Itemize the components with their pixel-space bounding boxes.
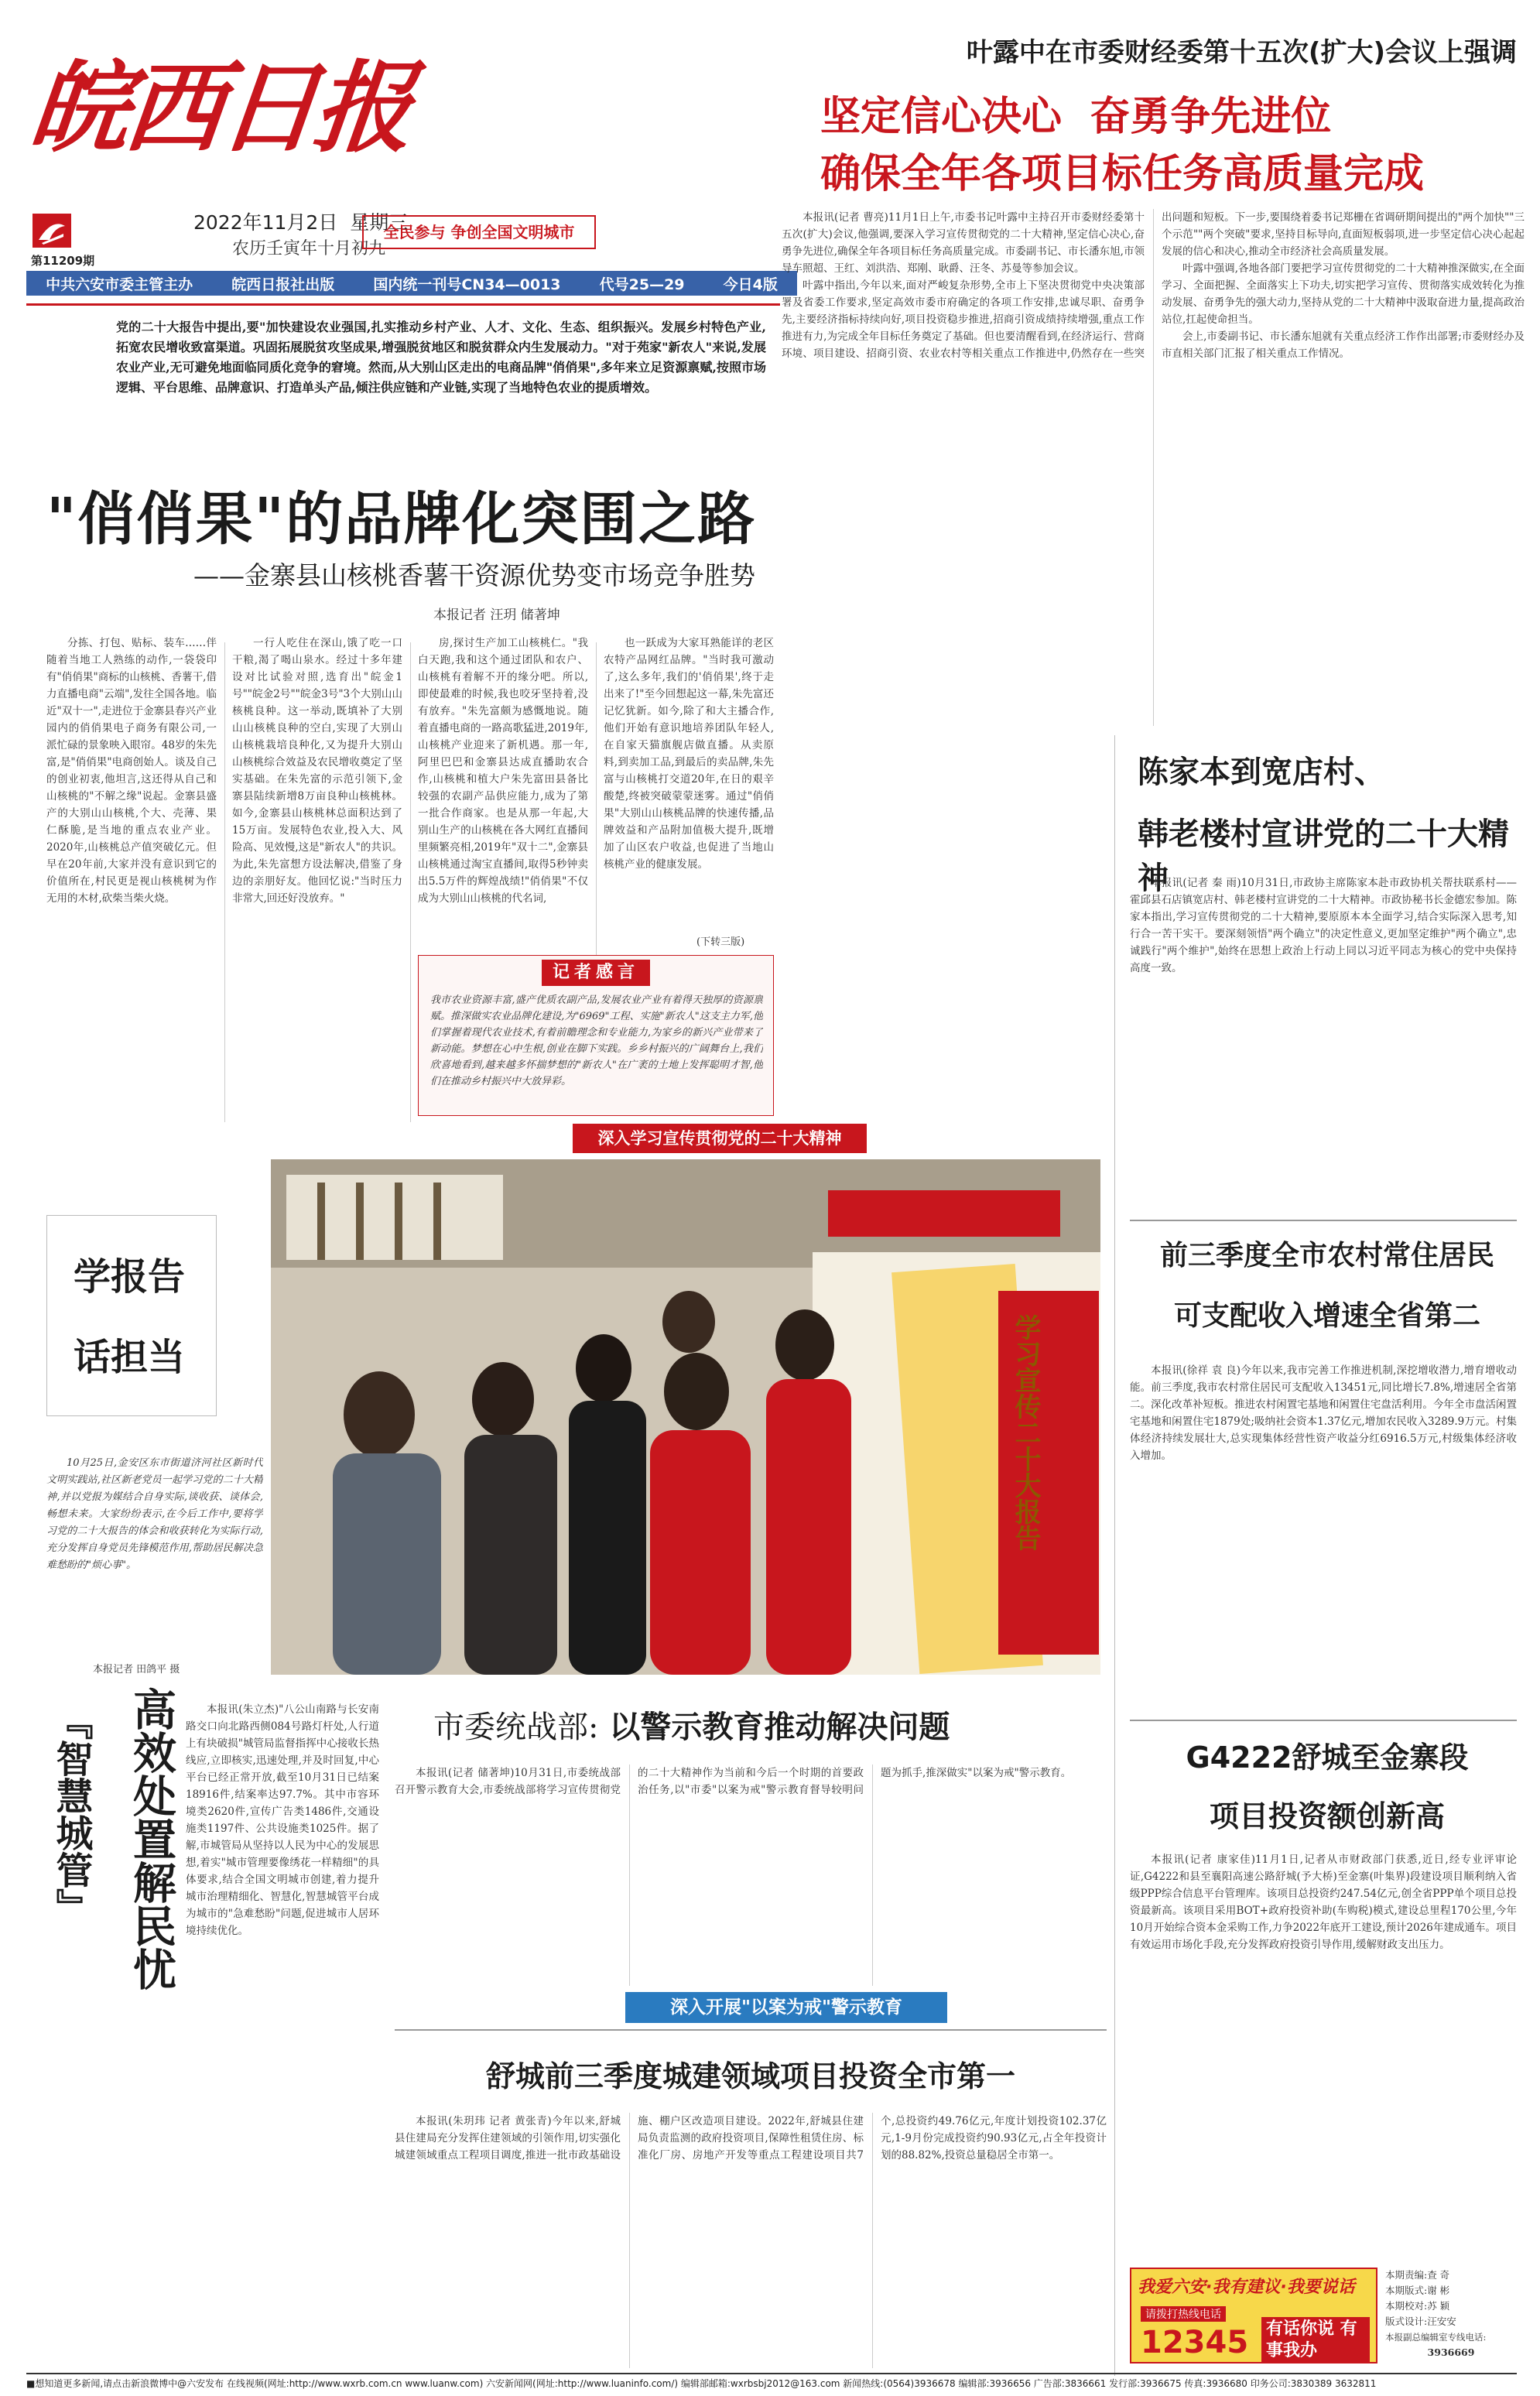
lead-col-4-text: 也一跃成为大家耳熟能详的老区农特产品网红品牌。"当时我可激动了,这么多年,我们的'俏俏果',终于走出来了!"至今回想起这一幕,朱先富还记忆犹新。如今,除了和大主播合作,他们开始有意识地培养团队年轻人,在自家天猫旗舰店做直播。从卖原料,到卖加工品,到最后的卖品牌,朱先富与山核桃打交道20年,在日的艰辛酸楚,终被突破蒙蒙迷雾。通过"俏俏果"大别山山核桃品牌的快速传播,品牌效益和产品附加值极大提升,既增加了山区农户收益,也促进了当地山核桃产业的健康发展。	[604, 637, 774, 871]
reporter-box-text: 我市农业资源丰富,盛产优质农副产品,发展农业产业有着得天独厚的资源禀赋。推深做实农业品牌化建设,为"6969"工程、实施"新农人"这支主力军,他们掌握着现代农业技术,有着前瞻理念和专业能力,为家乡的新兴产业带来了新动能。梦想在心中生根,创业在脚下实践。乡乡村振兴的广阔舞台上,我们欣喜地看到,越来越多怀揣梦想的"新农人"在广袤的土地上发挥聪明才智,他们在推动乡村振兴中大放异彩。	[430, 994, 763, 1087]
lead-intro: 党的二十大报告中提出,要"加快建设农业强国,扎实推动乡村产业、人才、文化、生态、组织振兴。发展乡村特色产业,拓宽农民增收致富渠道。巩固拓展脱贫攻坚成果,增强脱贫地区和脱贫群众内生发展动力。"对于苑家"新农人"来说,发展农业产业,无可避免地面临同质化竞争的窘境。然而,从大别山区走出的电商品牌"俏俏果",多年来立足资源禀赋,按照市场逻辑、平台思维、品牌意识、打造单头产品,倾注供应链和产业链,实现了当地特色农业的提质增效。	[116, 320, 766, 395]
shucheng-title: 舒城前三季度城建领域项目投资全市第一	[485, 2059, 1015, 2093]
feature-title-1: 学报告	[74, 1255, 186, 1299]
photo-board-text: 学习宣传二十大报告	[1010, 1314, 1041, 1551]
editor-info	[1385, 2268, 1517, 2363]
footer-info: ■想知道更多新闻,请点击新浪微博中@六安发布 在线视频(网址:http://www.wxrb.com.cn www.luanw.com) 六安新闻网(网址:http://www.luaninfo.com/) 编辑部邮箱:wxrbsbj2012@163.com 新闻热线:(0564)3936678 编辑部:3936656 广告部:3836661 发行部:3936675 传真:3936680 印务公司:3830389 3632811	[26, 2378, 1377, 2389]
g4222-text: 本报讯(记者 康家佳)11月1日,记者从市财政部门获悉,近日,经专业评审论证,G4222和县至襄阳高速公路舒城(予大桥)至金寨(叶集界)段建设项目顺利纳入省级PPP综合信息平台管理库。该项目总投资约247.54亿元,创全省PPP单个项目总投资最新高。该项目采用BOT+政府投资补助(车购税)模式,建设总里程170公里,今年10月开始综合资本金采购工作,力争2022年底开工建设,预计2026年建成通车。项目有效运用市场化手段,充分发挥政府投资引导作用,缓解财政支出压力。	[1130, 1853, 1517, 1951]
lead-col-2-text: 一行人吃住在深山,饿了吃一口干粮,渴了喝山泉水。经过十多年建设对比试验对照,选育出"皖金1号""皖金2号""皖金3号"3个大别山山核桃良种。这一举动,既填补了大别山山核桃良种的空白,实现了大别山山核桃栽培良种化,又为提升大别山山核桃综合效益及农民增收奠定了坚实基础。在朱先富的示范引领下,金寨县陆续新增8万亩良种山核桃林。如今,金寨县山核桃林总面积达到了15万亩。发展特色农业,投入大、风险高、见效慢,这是"新农人"的共识。为此,朱先富想方设法解决,借鉴了身边的亲朋好友。他回忆说:"当时压力非常大,回还好没放弃。"	[232, 637, 402, 905]
congress-banner: 深入学习宣传贯彻党的二十大精神	[573, 1124, 867, 1153]
info-publisher: 皖西日报社出版	[231, 276, 335, 293]
chen-title-2: 韩老楼村宣讲党的二十大精神	[1138, 816, 1509, 896]
top-para-2: 叶露中指出,今年以来,面对严峻复杂形势,全市上下坚决贯彻党中央决策部署及省委工作要求,坚定高效市委市府确定的各项工作安排,忠诚尽职、奋勇争先,主要经济指标持续向好,项目投资稳步推进,招商引资成绩持续增强,重点工作推进有力,为完成全年目标任务奠定了基础。但也要清醒看到,在经济运行、营商环境、项目建设、招商引资、农业农村等相关重点工作推进中,仍然存在一些突出问题和短板。下一步,要围绕着委书记郑栅在省调研期间提出的"两个加快""三个示范""两个突破"要求,坚持目标导向,直面短板弱项,进一步坚定信心决心起起发展的信心和决心,推动全市经济社会高质量发展。	[782, 211, 1525, 360]
hotline-ad-title: 我爱六安·我有建议·我要说话	[1138, 2278, 1355, 2297]
smart-city-side-label: 『智慧城管』	[50, 1703, 93, 1925]
feature-title-box	[46, 1215, 217, 1416]
g4222-body	[1130, 1851, 1517, 2254]
united-front-main: 以警示教育推动解决问题	[609, 1709, 950, 1745]
feature-title-2: 话担当	[74, 1336, 186, 1379]
info-cn: 国内统一刊号CN34—0013	[373, 276, 561, 293]
continued-note: (下转三版)	[696, 936, 745, 948]
lunar-date: 农历壬寅年十月初九	[232, 239, 386, 258]
lead-col-1	[46, 635, 217, 1130]
info-bar	[26, 271, 797, 296]
income-title-1: 前三季度全市农村常住居民	[1159, 1240, 1494, 1272]
lead-col-2	[232, 635, 402, 1130]
reporter-box-title: 记者感言	[542, 960, 650, 986]
hotline-label: 请拨打热线电话	[1141, 2306, 1226, 2322]
smart-city-title: 高效处置解民忧	[126, 1687, 176, 1990]
lead-col-4	[604, 635, 774, 929]
lead-col-3	[418, 635, 588, 1006]
united-front-title	[433, 1703, 1130, 1747]
chen-body	[1130, 875, 1517, 1176]
phone-label: 本报副总编辑室专线电话:	[1385, 2332, 1487, 2343]
date: 2022年11月2日	[193, 211, 338, 234]
united-front-banner: 深入开展"以案为戒"警示教育	[625, 1992, 947, 2023]
united-front-prefix: 市委统战部:	[433, 1710, 599, 1745]
hotline-ad[interactable]	[1130, 2268, 1377, 2363]
news-photo	[271, 1159, 1100, 1675]
slogan-text: 全民参与 争创全国文明城市	[383, 223, 575, 241]
top-para-3: 叶露中强调,各地各部门要把学习宣传贯彻党的二十大精神推深做实,在全面学习、全面把握、全面落实上下功夫,切实把学习宣传、贯彻落实成效转化为推动发展、奋勇争先的强大动力,坚持从党的二十大精神中汲取奋进力量,提高政治站位,扛起使命担当。	[1162, 262, 1525, 326]
top-title-1: 坚定信心决心 奋勇争先进位	[820, 94, 1332, 140]
photo-caption: 10月25日,金安区东市街道济河社区新时代文明实践站,社区新老党员一起学习党的二十大精神,并以党报为媒结合自身实际,谈收获、谈体会,畅想未来。大家纷纷表示,在今后工作中,要将学习党的二十大报告的体会和收获转化为实际行动,充分发挥自身党员先锋模范作用,帮助居民解决急难愁盼的"烦心事"。	[46, 1457, 263, 1571]
income-text: 本报讯(徐祥 袁 良)今年以来,我市完善工作推进机制,深挖增收潜力,增育增收动能。前三季度,我市农村常住居民可支配收入13451元,同比增长7.8%,增速居全省第二。深化改革补短板。推进农村闲置宅基地和闲置住宅盘活利用。今年全市盘活闲置宅基地和闲置住宅1879处;吸纳社会资本1.37亿元,增加农民收入3289.9万元。村集体经济持续发展壮大,总实现集体经营性资产收益分红6916.5万元,村级集体经济收入增加。	[1130, 1364, 1517, 1462]
shucheng-body	[395, 2113, 1107, 2368]
hotline-slogan: 有话你说 有事我办	[1261, 2317, 1370, 2363]
editor-line-1: 本期责编:查 奇	[1385, 2269, 1450, 2281]
united-front-text: 本报讯(记者 储著坤)10月31日,市委统战部召开警示教育大会,市委统战部将学习宣传贯彻党的二十大精神作为当前和今后一个时期的首要政治任务,以"市委"以案为戒"警示教育督导较明问题为抓手,推深做实"以案为戒"警示教育。	[395, 1767, 1072, 1796]
top-para-1: 本报讯(记者 曹亮)11月1日上午,市委书记叶露中主持召开市委财经委第十五次(扩大)会议,他强调,要深入学习宣传贯彻党的二十大精神,坚定信心决心,奋勇争先进位,确保全年各项目标任务高质量完成。市委副书记、市长潘东旭,市领导车照超、王红、刘洪浩、郑刚、耿爵、汪冬、苏曼等参加会议。	[782, 211, 1145, 275]
chen-title-1: 陈家本到宽店村、	[1138, 755, 1385, 790]
top-para-4: 会上,市委副书记、市长潘东旭就有关重点经济工作作出部署;市委财经办及市直相关部门汇报了相关重点工作情况。	[1162, 330, 1525, 360]
editor-line-2: 本期版式:谢 彬	[1385, 2285, 1450, 2296]
lead-col-1-text: 分拣、打包、贴标、装车……伴随着当地工人熟练的动作,一袋袋印有"俏俏果"商标的山核桃、香薯干,借力直播电商"云端",发往全国各地。临近"双十一",走进位于金寨县春兴产业园内的俏俏果电子商务有限公司,一派忙碌的景象映入眼帘。48岁的朱先富,是"俏俏果"电商创始人。谈及自己的创业初衷,他坦言,这还得从自己和山核桃的"不解之缘"说起。金寨县盛产的大别山山核桃,个大、壳薄、果仁酥脆,是当地的重点农业产业。2020年,山核桃总产值突破亿元。但早在20年前,大家并没有意识到它的价值所在,村民更是视山核桃树为作无用的木材,砍柴当柴火烧。	[46, 637, 217, 905]
editor-line-3: 本期校对:苏 颖	[1385, 2300, 1450, 2312]
smart-city-text: 本报讯(朱立杰)"八公山南路与长安南路交口向北路西侧084号路灯杆处,人行道上有块破损"城管局监督指挥中心接收长热线应,立即核实,迅速处理,并及时回复,中心平台已经正常开放,截至10月31日已结案18916件,结案率达97.7%。其中市容环境类2620件,宣传广告类1486件,交通设施类1197件、公共设施类1025件。据了解,市城管局从坚持以人民为中心的发展思想,着实"城市管理要像绣花一样精细"的具体要求,结合全国文明城市创建,着力提升城市治理精细化、智慧化,智慧城管平台成为城市的"急难愁盼"问题,促进城市人居环境持续优化。	[186, 1703, 379, 1937]
income-body	[1130, 1362, 1517, 1695]
hotline-number: 12345	[1141, 2325, 1249, 2360]
lead-col-3-text: 房,探讨生产加工山核桃仁。"我白天跑,我和这个通过团队和农户、山核桃有着解不开的缘分吧。所以,即使最难的时候,我也咬牙坚持着,没有放弃。"朱先富颇为感慨地说。随着直播电商的一路高歌猛进,2019年,山核桃产业迎来了新机遇。那一年,阿里巴巴和金寨县达成直播助农合作,山核桃和植大户朱先富田县备比较强的农副产品供应能力,成为了第一批合作商家。也是从那一年起,大别山生产的山核桃在各大网红直播间里频繁亮相,2019年"双十二",金寨县山核桃通过淘宝直播间,取得5秒钟卖出5.5万件的辉煌战绩!"俏俏果"不仅成为大别山山核桃的代名词,	[418, 637, 588, 905]
info-code: 代号25—29	[599, 276, 685, 293]
editor-line-4: 版式设计:汪安安	[1385, 2316, 1456, 2327]
top-story-body	[782, 209, 1525, 726]
photo-credit: 本报记者 田鸽平 摄	[93, 1664, 180, 1675]
slogan-box	[362, 215, 596, 249]
masthead-title	[25, 50, 464, 166]
masthead-logo	[33, 214, 71, 248]
news-photo-image	[271, 1159, 1100, 1675]
shucheng-text: 本报讯(朱玥玮 记者 黄张青)今年以来,舒城县住建局充分发挥住建领域的引领作用,切实强化城建领域重点工程项目调度,推进一批市政基础设施、棚户区改造项目建设。2022年,舒城县住建局负责监测的政府投资项目,保障性租赁住房、标准化厂房、房地产开发等重点工程建设项目共7个,总投资约49.76亿元,年度计划投资102.37亿元,1-9月份完成投资约90.93亿元,占全年投资计划的88.82%,投资总量稳居全市第一。	[395, 2115, 1107, 2162]
weekday: 星期三	[350, 211, 409, 234]
g4222-title-2: 项目投资额创新高	[1209, 1799, 1445, 1833]
phone-number: 3936669	[1427, 2346, 1475, 2358]
top-kicker: 叶露中在市委财经委第十五次(扩大)会议上强调	[966, 37, 1517, 68]
lead-byline: 本报记者 汪玥 储著坤	[433, 608, 560, 623]
info-pages: 今日4版	[723, 276, 778, 293]
lead-subtitle: ——金寨县山核桃香薯干资源优势变市场竞争胜势	[193, 560, 755, 590]
chen-text: 本报讯(记者 秦 雨)10月31日,市政协主席陈家本赴市政协机关帮扶联系村——霍邱县石店镇宽店村、韩老楼村宣讲党的二十大精神。市政协秘书长金德宏参加。陈家本指出,学习宣传贯彻党的二十大精神,要原原本本全面学习,结合实际深入思考,知行合一苦干实干。要深刻领悟"两个确立"的决定性意义,更加坚定维护"两个确立",忠诚践行"两个维护",始终在思想上政治上行动上同以习近平同志为核心的党中央保持高度一致。	[1130, 877, 1517, 974]
masthead-title-text: 皖西日报	[25, 50, 415, 166]
issue-number: 第11209期	[31, 254, 95, 268]
g4222-title-1: G4222舒城至金寨段	[1186, 1741, 1469, 1775]
info-sponsor: 中共六安市委主管主办	[46, 276, 193, 293]
smart-city-body	[186, 1701, 379, 2371]
top-title-2: 确保全年各项目标任务高质量完成	[820, 151, 1425, 197]
united-front-body	[395, 1764, 1107, 1986]
income-title-2: 可支配收入增速全省第二	[1173, 1300, 1480, 1332]
lead-title: "俏俏果"的品牌化突围之路	[46, 486, 757, 553]
